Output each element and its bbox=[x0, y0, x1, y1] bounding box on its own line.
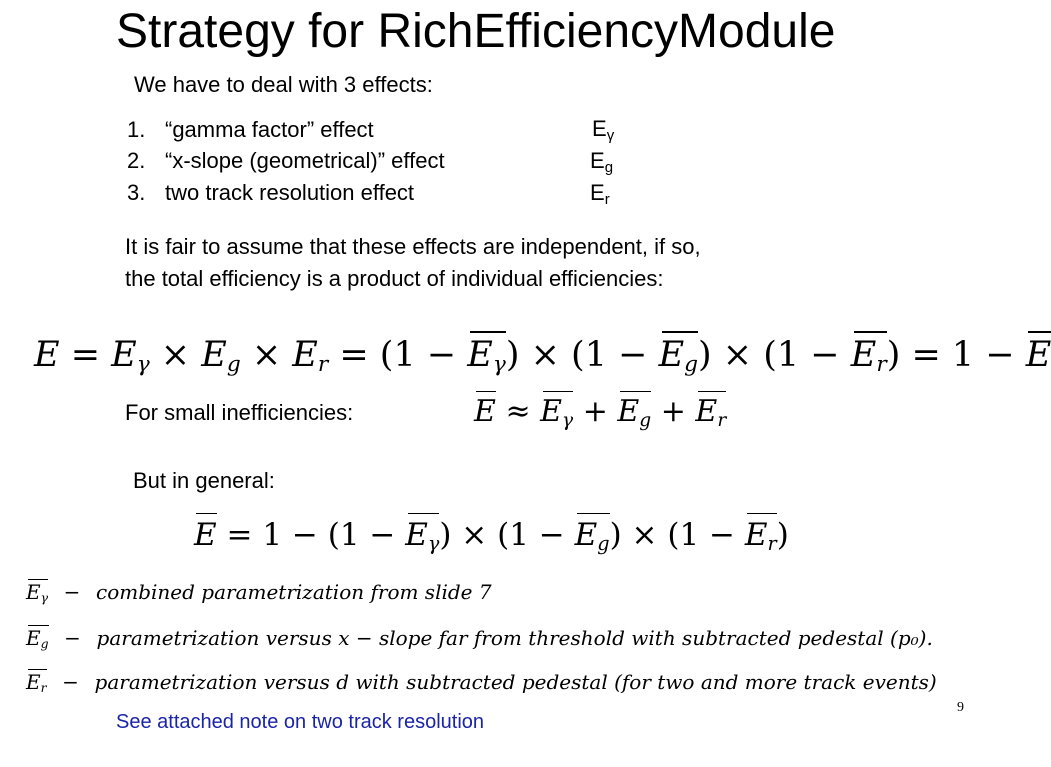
effect-text: “x-slope (geometrical)” effect bbox=[165, 148, 445, 173]
general-inefficiency-equation: $E = 1 - (1 - E_\gamma) \times (1 - E_g) \times (1 - E_r)$ bbox=[194, 512, 789, 562]
definition-subscript: g bbox=[40, 636, 49, 652]
definition-resolution: $E_r$ − parametrization versus d with subtracted pedestal (for two and more track events) bbox=[26, 668, 937, 699]
paragraph-line: the total efficiency is a product of individual efficiencies: bbox=[125, 266, 664, 291]
effect-item-geometry bbox=[127, 148, 445, 174]
definition-gamma: $E_\gamma$ − combined parametrization from slide 7 bbox=[26, 578, 492, 609]
definition-dash: − bbox=[63, 580, 81, 604]
small-inefficiencies-label: For small inefficiencies: bbox=[125, 400, 354, 425]
definition-subscript: γ bbox=[40, 590, 49, 606]
symbol-letter: E bbox=[590, 180, 605, 205]
effect-number: 2. bbox=[127, 148, 146, 173]
independence-paragraph bbox=[125, 231, 701, 295]
effect-number: 3. bbox=[127, 180, 146, 205]
definition-subscript: r bbox=[40, 680, 47, 696]
attached-note-link[interactable]: See attached note on two track resolution bbox=[116, 711, 485, 733]
effect-item-resolution bbox=[127, 180, 414, 206]
effect-item-gamma bbox=[127, 117, 374, 143]
effect-text: “gamma factor” effect bbox=[165, 117, 374, 142]
effect-symbol-geometry bbox=[590, 148, 613, 177]
symbol-subscript: r bbox=[604, 191, 610, 208]
definition-dash: − bbox=[64, 626, 81, 650]
symbol-subscript: γ bbox=[606, 127, 615, 144]
slide-title: Strategy for RichEfficiencyModule bbox=[116, 5, 836, 58]
definition-text: parametrization versus x − slope far from threshold with subtracted pedestal (p₀). bbox=[96, 626, 933, 650]
small-inefficiency-approx-equation: $E \approx E_\gamma + E_g + E_r$ bbox=[474, 390, 726, 438]
symbol-letter: E bbox=[592, 116, 607, 141]
effect-text: two track resolution effect bbox=[165, 180, 415, 205]
definition-geometry: $E_g$ − parametrization versus x − slope far from threshold with subtracted pedestal (p₀). bbox=[26, 624, 933, 655]
effect-symbol-gamma bbox=[592, 116, 614, 145]
definition-text: parametrization versus d with subtracted pedestal (for two and more track events) bbox=[94, 670, 937, 694]
effect-symbol-resolution bbox=[590, 180, 610, 209]
general-label: But in general: bbox=[133, 468, 275, 493]
page-number: 9 bbox=[957, 700, 964, 715]
symbol-subscript: g bbox=[604, 159, 614, 176]
symbol-letter: E bbox=[590, 148, 605, 173]
paragraph-line: It is fair to assume that these effects are independent, if so, bbox=[125, 234, 701, 259]
definition-text: combined parametrization from slide 7 bbox=[96, 580, 492, 604]
effect-number: 1. bbox=[127, 117, 146, 142]
intro-text: We have to deal with 3 effects: bbox=[134, 72, 433, 97]
total-efficiency-equation: $E = E\gamma \times Eg \times Er = (1 - E_\gamma) \times (1 - E_g) \times (1 - E_r) = 1 - E$ bbox=[34, 330, 1051, 385]
definition-dash: − bbox=[62, 670, 79, 694]
